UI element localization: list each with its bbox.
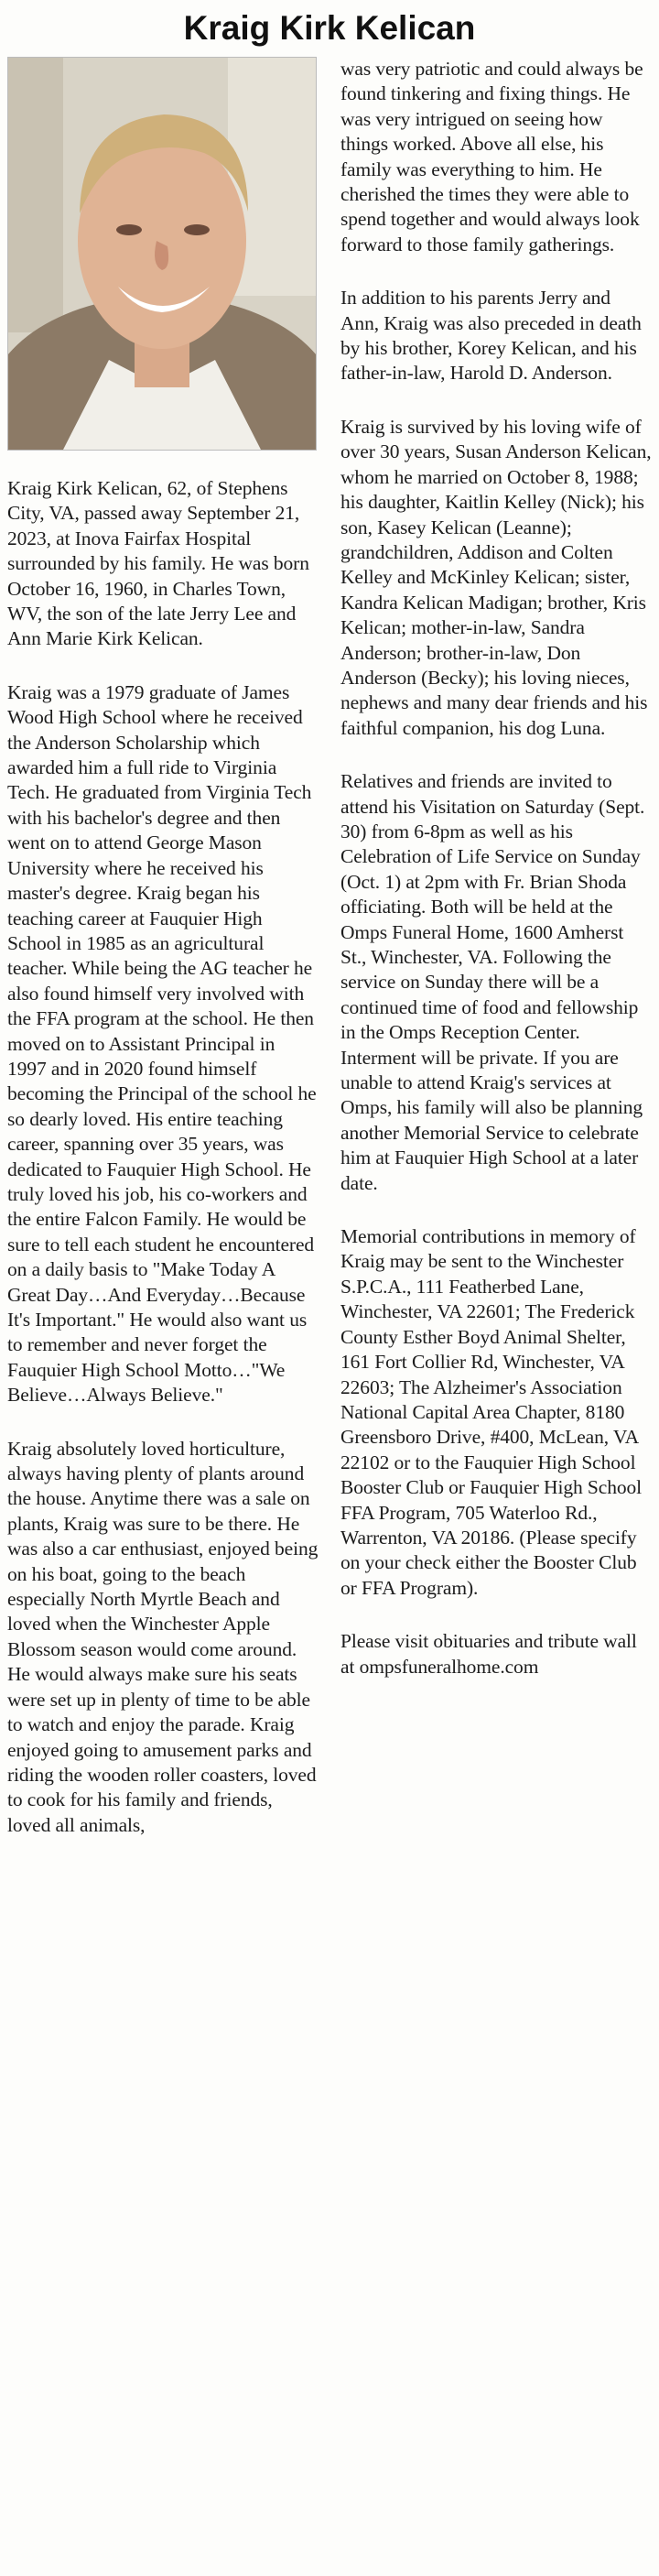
obituary-paragraph: Kraig was a 1979 graduate of James Wood High School where he received the Anderson Scholarship which awarded him a full ride to Virginia Tech. He graduated from Virginia Tech with his bachelor's degree and then went on to attend George Mason University where he received his master's degree. Kraig began his teaching career at Fauquier High School in 1985 as an agricultural teacher. While being the AG teacher he also found himself very involved with the FFA program at the school. He then moved on to Assistant Principal in 1997 and in 2020 found himself becoming the Principal of the school he so dearly loved. His entire teaching career, spanning over 35 years, was dedicated to Fauquier High School. He truly loved his job, his co-workers and the entire Falcon Family. He would be sure to tell each student he encountered on a daily basis to "Make Today A Great Day…And Everyday…Because It's Important." He would also want us to remember and never forget the Fauquier High School Motto…"We Believe…Always Believe.": [7, 680, 317, 1407]
obituary-paragraph: Kraig absolutely loved horticulture, always having plenty of plants around the house. Anytime there was a sale on plants, Kraig was sure to be there. He was also a car enthusiast, enjoyed being on his boat, going to the beach especially North Myrtle Beach and loved when the Winchester Apple Blossom season would come around. He would always make sure his seats were set up in plenty of time to be able to watch and enjoy the parade. Kraig enjoyed going to amusement parks and riding the wooden roller coasters, loved to cook for his family and friends, loved all animals,: [7, 1437, 319, 1836]
obituary-paragraph: Please visit obituaries and tribute wall at ompsfuneralhome.com: [340, 1630, 637, 1678]
left-column: [7, 57, 319, 2565]
obituary-paragraph: Kraig Kirk Kelican, 62, of Stephens City, VA, passed away September 21, 2023, at Inova Fairfax Hospital surrounded by his family. He was born October 16, 1960, in Charles Town, WV, the son of the late Jerry Lee and Ann Marie Kirk Kelican.: [7, 477, 309, 650]
portrait-illustration: [8, 58, 316, 450]
obituary-paragraph: In addition to his parents Jerry and Ann, Kraig was also preceded in death by his brother, Korey Kelican, and his father-in-law, Harold D. Anderson.: [340, 287, 642, 385]
obituary-paragraph: Kraig is survived by his loving wife of over 30 years, Susan Anderson Kelican, whom he married on October 8, 1988; his daughter, Kaitlin Kelley (Nick); his son, Kasey Kelican (Leanne); grandchildren, Addison and Colten Kelley and McKinley Kelican; sister, Kandra Kelican Madigan; brother, Kris Kelican; mother-in-law, Sandra Anderson; brother-in-law, Don Anderson (Becky); his loving nieces, nephews and many dear friends and his faithful companion, his dog Luna.: [340, 415, 652, 739]
obituary-paragraph: Relatives and friends are invited to attend his Visitation on Saturday (Sept. 30) from 6-8pm as well as his Celebration of Life Service on Sunday (Oct. 1) at 2pm with Fr. Brian Shoda officiating. Both will be held at the Omps Funeral Home, 1600 Amherst St., Winchester, VA. Following the service on Sunday there will be a continued time of food and fellowship in the Omps Reception Center. Interment will be private. If you are unable to attend Kraig's services at Omps, his family will also be planning another Memorial Service to celebrate him at Fauquier High School at a later date.: [340, 770, 645, 1194]
portrait-photo: [7, 57, 317, 451]
obituary-paragraph: was very patriotic and could always be found tinkering and fixing things. He was very intrigued on seeing how things worked. Above all else, his family was everything to him. He cherished the times they were able to spend together and would always look forward to those family gatherings.: [340, 58, 643, 255]
obituary-title: Kraig Kirk Kelican: [183, 9, 476, 47]
obituary-columns: [7, 57, 652, 2565]
right-column: [340, 57, 652, 2565]
obituary-paragraph: Memorial contributions in memory of Kraig may be sent to the Winchester S.P.C.A., 111 Featherbed Lane, Winchester, VA 22601; The Frederick County Esther Boyd Animal Shelter, 161 Fort Collier Rd, Winchester, VA 22603; The Alzheimer's Association National Capital Area Chapter, 8180 Greensboro Drive, #400, McLean, VA 22102 or to the Fauquier High School Booster Club or Fauquier High School FFA Program, 705 Waterloo Rd., Warrenton, VA 20186. (Please specify on your check either the Booster Club or FFA Program).: [340, 1225, 643, 1599]
